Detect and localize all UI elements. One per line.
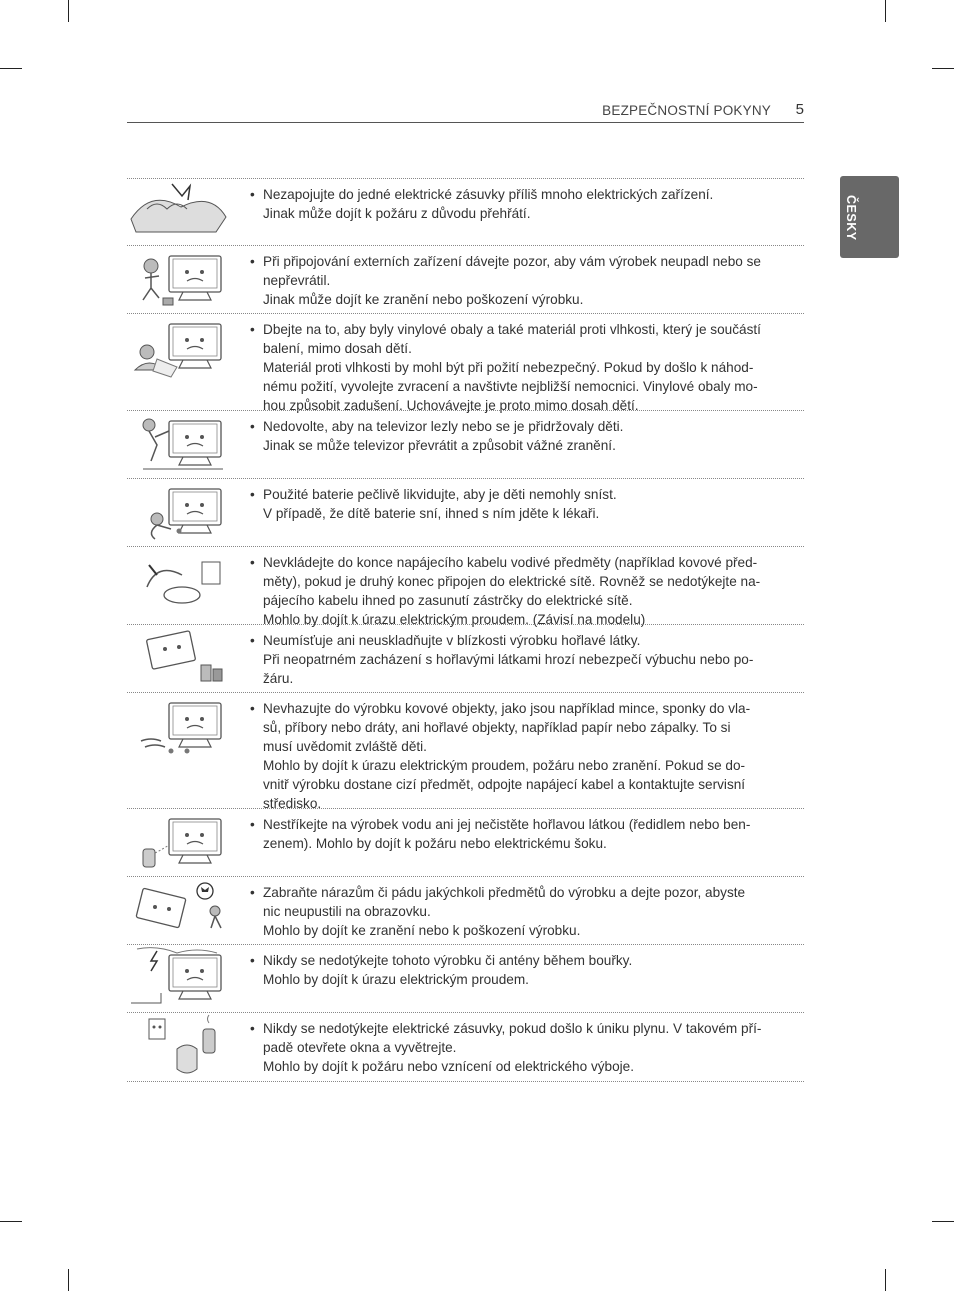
safety-item-text <box>250 185 791 223</box>
page-header <box>127 100 804 123</box>
safety-item-line: Nevkládejte do konce napájecího kabelu vodivé předměty (například kovové před- <box>263 555 758 570</box>
safety-item-line: Nestříkejte na výrobek vodu ani jej nečistěte hořlavou látkou (ředidlem nebo ben- <box>263 817 751 832</box>
safety-item <box>127 1012 804 1082</box>
child-tv-cable-illustration <box>127 246 237 310</box>
safety-item <box>127 478 804 547</box>
safety-item-line: zenem). Mohlo by dojít k požáru nebo elektrickému šoku. <box>263 836 607 851</box>
metal-objects-tv-illustration <box>127 693 237 757</box>
spray-on-tv-illustration <box>127 809 237 873</box>
thunderstorm-tv-illustration <box>127 945 237 1009</box>
bullet-icon: • <box>250 885 255 900</box>
gas-leak-outlet-illustration <box>127 1013 237 1077</box>
safety-item-line: padě otevřete okna a vyvětrejte. <box>263 1040 457 1055</box>
bullet-icon: • <box>250 555 255 570</box>
safety-item-line: Mohlo by dojít k požáru nebo vznícení od elektrického výboje. <box>263 1059 635 1074</box>
safety-item-line: Při připojování externích zařízení dávejte pozor, aby vám výrobek neupadl nebo se <box>263 254 761 269</box>
safety-item-line: Zabraňte nárazům či pádu jakýchkoli předmětů do výrobku a dejte pozor, abyste <box>263 885 746 900</box>
safety-item-text <box>250 815 791 853</box>
crop-mark <box>68 1269 69 1291</box>
safety-item <box>127 546 804 625</box>
safety-item <box>127 313 804 411</box>
safety-item-text <box>250 1019 791 1076</box>
safety-item-line: Nevhazujte do výrobku kovové objekty, jako jsou například mince, sponky do vla- <box>263 701 751 716</box>
safety-item-line: Neumísťuje ani neuskladňujte v blízkosti výrobku hořlavé látky. <box>263 633 641 648</box>
safety-item-text <box>250 320 791 415</box>
crop-mark <box>932 1221 954 1222</box>
bullet-icon: • <box>250 953 255 968</box>
bullet-icon: • <box>250 1021 255 1036</box>
safety-item <box>127 624 804 693</box>
safety-item-line: Mohlo by dojít k úrazu elektrickým proudem. <box>263 972 529 987</box>
safety-item-line: měty), pokud je druhý konec připojen do elektrické sítě. Rovněž se nedotýkejte na- <box>263 574 761 589</box>
overloaded-outlet-illustration <box>127 179 237 243</box>
safety-item-text <box>250 252 791 309</box>
safety-item-text <box>250 951 791 989</box>
crop-mark <box>885 1269 886 1291</box>
safety-item-line: Jinak může dojít k požáru z důvodu přehřátí. <box>263 206 531 221</box>
safety-item <box>127 808 804 877</box>
safety-item-line: nému požití, vyvolejte zvracení a navštivte nejbližší nemocnici. Vinylové obaly mo- <box>263 379 758 394</box>
bullet-icon: • <box>250 419 255 434</box>
crop-mark <box>932 68 954 69</box>
safety-item-line: vnitř výrobku dostane cizí předmět, odpojte napájecí kabel a kontaktujte servisní <box>263 777 746 792</box>
child-battery-illustration <box>127 479 237 543</box>
crop-mark <box>885 0 886 22</box>
bullet-icon: • <box>250 187 255 202</box>
safety-item-line: pájecího kabelu ihned po zasunutí zástrčky do elektrické sítě. <box>263 593 633 608</box>
safety-item-line: nic neupustili na obrazovku. <box>263 904 431 919</box>
bullet-icon: • <box>250 487 255 502</box>
safety-item <box>127 410 804 479</box>
child-vinyl-bag-illustration <box>127 314 237 378</box>
flammable-near-tv-illustration <box>127 625 237 689</box>
bullet-icon: • <box>250 817 255 832</box>
safety-item-line: Při neopatrném zacházení s hořlavými látkami hrozí nebezpečí výbuchu nebo po- <box>263 652 754 667</box>
safety-item-line: Mohlo by dojít k úrazu elektrickým proudem. (Závisí na modelu) <box>263 612 646 627</box>
safety-item-line: balení, mimo dosah dětí. <box>263 341 412 356</box>
safety-item-line: Jinak se může televizor převrátit a způsobit vážné zranění. <box>263 438 616 453</box>
safety-item-line: Nedovolte, aby na televizor lezly nebo se je přidržovaly děti. <box>263 419 624 434</box>
safety-item-line: musí uvědomit zvláště děti. <box>263 739 427 754</box>
safety-item-text <box>250 883 791 940</box>
language-tab <box>840 176 899 258</box>
crop-mark <box>0 1221 22 1222</box>
safety-item-line: Dbejte na to, aby byly vinylové obaly a také materiál proti vlhkosti, který je součástí <box>263 322 761 337</box>
power-cable-metal-illustration <box>127 547 237 611</box>
bullet-icon: • <box>250 633 255 648</box>
safety-item <box>127 876 804 945</box>
safety-item-line: žáru. <box>263 671 294 686</box>
safety-item <box>127 944 804 1013</box>
safety-item-text <box>250 699 791 813</box>
safety-item <box>127 245 804 314</box>
safety-item-line: V případě, že dítě baterie sní, ihned s ním jděte k lékaři. <box>263 506 600 521</box>
ball-impact-tv-illustration <box>127 877 237 941</box>
safety-item-line: středisko. <box>263 796 322 811</box>
section-title: BEZPEČNOSTNÍ POKYNY <box>602 103 771 118</box>
bullet-icon: • <box>250 254 255 269</box>
language-tab-label: ČESKY <box>844 195 858 241</box>
safety-item-text <box>250 417 791 455</box>
safety-item-line: sů, příbory nebo dráty, ani hořlavé objekty, například papír nebo zápalky. To si <box>263 720 731 735</box>
safety-item-line: hou způsobit zadušení. Uchovávejte je proto mimo dosah dětí. <box>263 398 639 413</box>
safety-item-line: Použité baterie pečlivě likvidujte, aby je děti nemohly sníst. <box>263 487 617 502</box>
safety-item-line: Nikdy se nedotýkejte tohoto výrobku či antény během bouřky. <box>263 953 633 968</box>
safety-item <box>127 692 804 809</box>
safety-item-text <box>250 553 791 629</box>
crop-mark <box>0 68 22 69</box>
safety-item <box>127 178 804 246</box>
safety-item-line: Mohlo by dojít ke zranění nebo k poškození výrobku. <box>263 923 581 938</box>
bullet-icon: • <box>250 322 255 337</box>
safety-item-line: Nikdy se nedotýkejte elektrické zásuvky, pokud došlo k úniku plynu. V takovém pří- <box>263 1021 762 1036</box>
safety-item-line: Jinak může dojít ke zranění nebo poškození výrobku. <box>263 292 584 307</box>
crop-mark <box>68 0 69 22</box>
safety-item-line: Materiál proti vlhkosti by mohl být při požití nebezpečný. Pokud by došlo k náhod- <box>263 360 754 375</box>
safety-item-text <box>250 485 791 523</box>
bullet-icon: • <box>250 701 255 716</box>
safety-item-line: Mohlo by dojít k úrazu elektrickým proudem, požáru nebo zranění. Pokud se do- <box>263 758 746 773</box>
child-climbing-tv-illustration <box>127 411 237 475</box>
safety-item-text <box>250 631 791 688</box>
safety-item-line: Nezapojujte do jedné elektrické zásuvky příliš mnoho elektrických zařízení. <box>263 187 714 202</box>
safety-item-line: nepřevrátil. <box>263 273 331 288</box>
page-number: 5 <box>795 101 804 118</box>
